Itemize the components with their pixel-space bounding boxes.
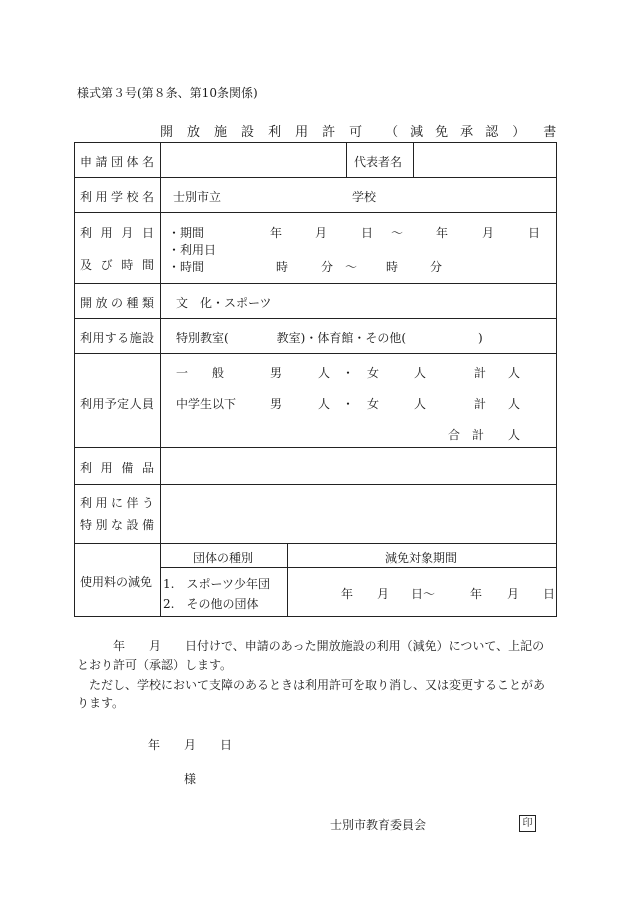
title-char: 認 [485, 125, 499, 140]
fee-year-2: 年 [470, 587, 483, 601]
general-label: 一 般 [176, 366, 225, 380]
period-header: 減免対象期間 [385, 551, 458, 565]
special-label-line2: 特 別 な 設 備 [80, 518, 154, 532]
time-hour-2: 時 [386, 260, 399, 274]
school-label: 利 用 学 校 名 [80, 190, 154, 204]
period-label: ・期間 [168, 226, 205, 240]
title-char: 可 [349, 125, 363, 140]
equipment-label: 利 用 備 品 [80, 461, 154, 475]
general-female: 女 [367, 366, 380, 380]
facility-label: 利 用 す る 施 設 [80, 331, 154, 345]
title-char: ） [512, 125, 526, 140]
grand-total-person: 人 [508, 428, 521, 442]
seal-stamp: 印 [519, 815, 536, 832]
form-number: 様式第３号(第８条、第10条関係) [77, 86, 258, 100]
fee-month-2: 月 [507, 587, 520, 601]
condition-para-line2: ります。 [77, 696, 125, 710]
fee-day-2: 日 [543, 587, 556, 601]
period-year-2: 年 [436, 226, 449, 240]
group-type-2: 2. その他の団体 [163, 597, 259, 611]
title-char: 利 [268, 125, 282, 140]
general-total-person: 人 [508, 366, 521, 380]
time-label: ・時間 [168, 260, 205, 274]
junior-male: 男 [270, 397, 283, 411]
title-char: 用 [295, 125, 309, 140]
open-type-label: 開 放 の 種 類 [80, 296, 154, 310]
special-label-line1: 利 用 に 伴 う [80, 496, 154, 510]
general-male: 男 [270, 366, 283, 380]
title-char: 免 [435, 125, 449, 140]
school-suffix: 学校 [352, 190, 377, 204]
period-day-2: 日 [528, 226, 541, 240]
general-total: 計 [474, 366, 487, 380]
date-label-line2: 及 び 時 間 [80, 258, 154, 272]
period-tilde: ～ [391, 226, 404, 240]
title-char: 減 [410, 125, 424, 140]
applicant-label: 申 請 団 体 名 [80, 155, 154, 169]
junior-female: 女 [367, 397, 380, 411]
junior-male-person: 人 [318, 397, 331, 411]
junior-female-person: 人 [414, 397, 427, 411]
title-char: 書 [543, 125, 557, 140]
junior-total-person: 人 [508, 397, 521, 411]
general-female-person: 人 [414, 366, 427, 380]
grand-total: 合 計 [448, 428, 485, 442]
condition-para-line1: ただし、学校において支障のあるときは利用許可を取り消し、又は変更することがあ [77, 678, 546, 692]
fee-label: 使用料の減免 [80, 575, 153, 589]
title-char: 設 [241, 125, 255, 140]
open-type-value: 文 化・スポーツ [176, 296, 272, 310]
group-type-header: 団体の種別 [193, 551, 254, 565]
addressee-suffix: 様 [184, 772, 197, 786]
time-tilde: ～ [345, 260, 358, 274]
period-year-1: 年 [270, 226, 283, 240]
approval-para-line1: 年 月 日付けで、申請のあった開放施設の利用（減免）について、上記の [77, 639, 545, 653]
use-day-label: ・利用日 [168, 243, 217, 257]
title-char: 許 [322, 125, 336, 140]
date-label-line1: 利 用 月 日 [80, 226, 154, 240]
facility-value: 特別教室( 教室)・体育館・その他( ) [176, 331, 483, 345]
users-label: 利 用 予 定 人 員 [80, 397, 154, 411]
fee-month-1: 月 [377, 587, 390, 601]
issue-date: 年 月 日 [148, 738, 233, 752]
time-min-2: 分 [430, 260, 443, 274]
junior-label: 中学生以下 [176, 397, 237, 411]
title-char: 施 [214, 125, 228, 140]
junior-total: 計 [474, 397, 487, 411]
group-type-1: 1. スポーツ少年団 [163, 577, 270, 591]
title-char: 開 [160, 125, 174, 140]
period-month-1: 月 [315, 226, 328, 240]
representative-label: 代表者名 [354, 155, 403, 169]
title-char: 放 [187, 125, 201, 140]
general-male-person: 人 [318, 366, 331, 380]
period-day-1: 日 [361, 226, 374, 240]
title-char: （ [385, 125, 399, 140]
fee-year-1: 年 [341, 587, 354, 601]
period-month-2: 月 [482, 226, 495, 240]
junior-dot: ・ [342, 397, 355, 411]
general-dot: ・ [342, 366, 355, 380]
school-prefix: 士別市立 [173, 190, 222, 204]
approval-para-line2: とおり許可（承認）します。 [77, 658, 233, 672]
time-hour-1: 時 [276, 260, 289, 274]
issuer-name: 士別市教育委員会 [330, 818, 427, 832]
time-min-1: 分 [321, 260, 334, 274]
fee-day-tilde: 日～ [411, 587, 436, 601]
title-char: 承 [460, 125, 474, 140]
